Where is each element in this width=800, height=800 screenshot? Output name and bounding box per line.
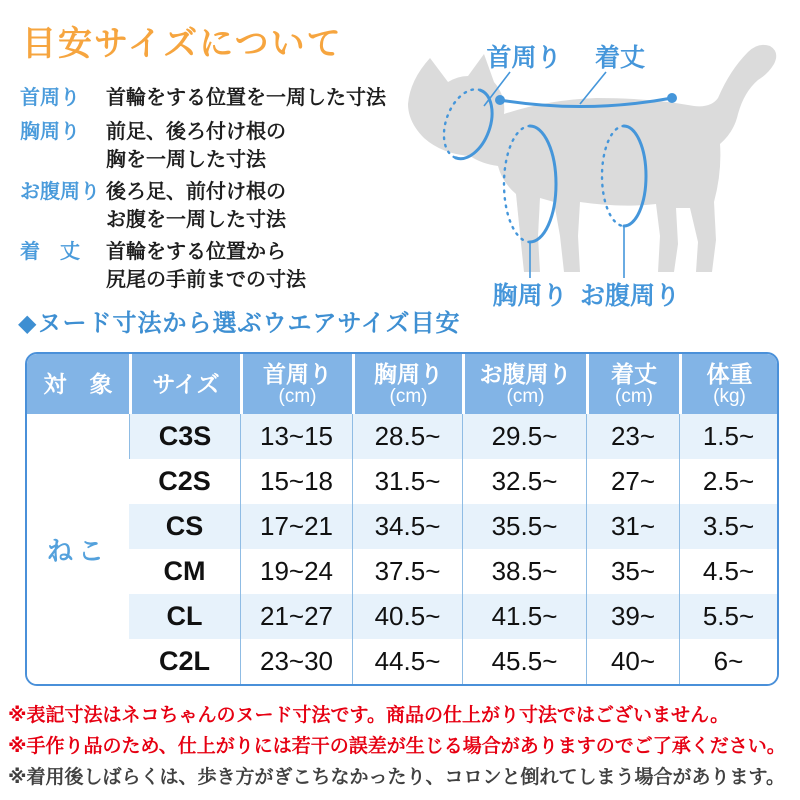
header-unit: (kg) [713, 385, 746, 407]
target-cell: ねこ [27, 414, 129, 684]
header-label: お腹周り [479, 360, 572, 387]
header-unit: (cm) [615, 385, 653, 407]
note-handmade: ※手作り品のため、仕上がりには若干の誤差が生じる場合がありますのでご了承ください。 [8, 736, 786, 757]
cat-measurement-diagram [396, 20, 800, 310]
definition-line: お腹を一周した寸法 [106, 209, 286, 231]
table-row-c2l [27, 639, 777, 684]
neck-cell: 19~24 [240, 549, 352, 594]
header-weight [679, 354, 777, 414]
page-title: 目安サイズについて [22, 25, 343, 63]
size-cell: CM [129, 549, 240, 594]
header-label: 着丈 [611, 360, 657, 387]
header-neck [240, 354, 352, 414]
belly-cell: 41.5~ [462, 594, 586, 639]
header-belly [462, 354, 586, 414]
chest-cell: 37.5~ [352, 549, 462, 594]
diagram-label-belly: お腹周り [579, 282, 681, 310]
header-label: サイズ [152, 370, 220, 397]
length-cell: 35~ [586, 549, 679, 594]
weight-cell: 5.5~ [679, 594, 777, 639]
chest-cell: 44.5~ [352, 639, 462, 684]
length-cell: 27~ [586, 459, 679, 504]
header-length [586, 354, 679, 414]
definition-line: 前足、後ろ付け根の [106, 121, 286, 143]
header-size [129, 354, 240, 414]
table-header-row [27, 354, 777, 414]
diagram-label-neck: 首周り [486, 44, 562, 72]
header-chest [352, 354, 462, 414]
weight-cell: 2.5~ [679, 459, 777, 504]
definition-chest [20, 118, 286, 174]
belly-cell: 38.5~ [462, 549, 586, 594]
definition-line: 首輪をする位置から [106, 241, 286, 263]
header-target [27, 354, 129, 414]
length-cell: 40~ [586, 639, 679, 684]
definition-text [106, 238, 306, 294]
table-row-cs [27, 504, 777, 549]
definition-line: 尻尾の手前までの寸法 [106, 269, 306, 291]
definition-line: 首輪をする位置を一周した寸法 [106, 87, 386, 109]
neck-cell: 15~18 [240, 459, 352, 504]
size-cell: CL [129, 594, 240, 639]
weight-cell: 3.5~ [679, 504, 777, 549]
definition-length [20, 238, 306, 294]
definition-text [106, 84, 386, 112]
belly-cell: 45.5~ [462, 639, 586, 684]
diagram-label-length: 着丈 [594, 44, 646, 72]
chest-cell: 34.5~ [352, 504, 462, 549]
header-label: 体重 [706, 360, 753, 387]
definition-label: お腹周り [20, 181, 100, 203]
size-table [25, 352, 779, 686]
header-label: 首周り [263, 360, 332, 387]
header-unit: (cm) [389, 385, 428, 407]
size-cell: C2S [129, 459, 240, 504]
belly-cell: 35.5~ [462, 504, 586, 549]
definition-belly [20, 178, 286, 234]
length-cell: 23~ [586, 414, 679, 459]
note-after-wearing: ※着用後しばらくは、歩き方がぎこちなかったり、コロンと倒れてしまう場合があります。 [8, 767, 785, 788]
header-unit: (cm) [506, 385, 545, 407]
definition-neck [20, 84, 386, 112]
neck-cell: 23~30 [240, 639, 352, 684]
definition-line: 後ろ足、前付け根の [106, 181, 286, 203]
chest-cell: 40.5~ [352, 594, 462, 639]
section-title: ◆ヌード寸法から選ぶウエアサイズ目安 [18, 310, 461, 337]
neck-cell: 17~21 [240, 504, 352, 549]
neck-cell: 13~15 [240, 414, 352, 459]
belly-cell: 29.5~ [462, 414, 586, 459]
chest-cell: 31.5~ [352, 459, 462, 504]
table-row-cm [27, 549, 777, 594]
length-cell: 39~ [586, 594, 679, 639]
definition-text [106, 178, 286, 234]
chest-cell: 28.5~ [352, 414, 462, 459]
definition-label: 胸周り [20, 121, 80, 143]
table-row-cl [27, 594, 777, 639]
definition-line: 胸を一周した寸法 [106, 149, 266, 171]
weight-cell: 1.5~ [679, 414, 777, 459]
size-cell: C3S [129, 414, 240, 459]
header-label: 胸周り [374, 360, 443, 387]
table-row-c2s [27, 459, 777, 504]
weight-cell: 4.5~ [679, 549, 777, 594]
table-row-c3s [27, 414, 777, 459]
diagram-label-chest: 胸周り [492, 282, 568, 310]
weight-cell: 6~ [679, 639, 777, 684]
header-unit: (cm) [278, 385, 317, 407]
size-cell: C2L [129, 639, 240, 684]
definition-label: 着 丈 [20, 241, 80, 263]
definition-label: 首周り [20, 87, 80, 109]
neck-cell: 21~27 [240, 594, 352, 639]
definition-text [106, 118, 286, 174]
belly-cell: 32.5~ [462, 459, 586, 504]
length-cell: 31~ [586, 504, 679, 549]
note-nude-size: ※表記寸法はネコちゃんのヌード寸法です。商品の仕上がり寸法ではございません。 [8, 705, 730, 726]
size-cell: CS [129, 504, 240, 549]
header-label: 対 象 [43, 370, 113, 397]
